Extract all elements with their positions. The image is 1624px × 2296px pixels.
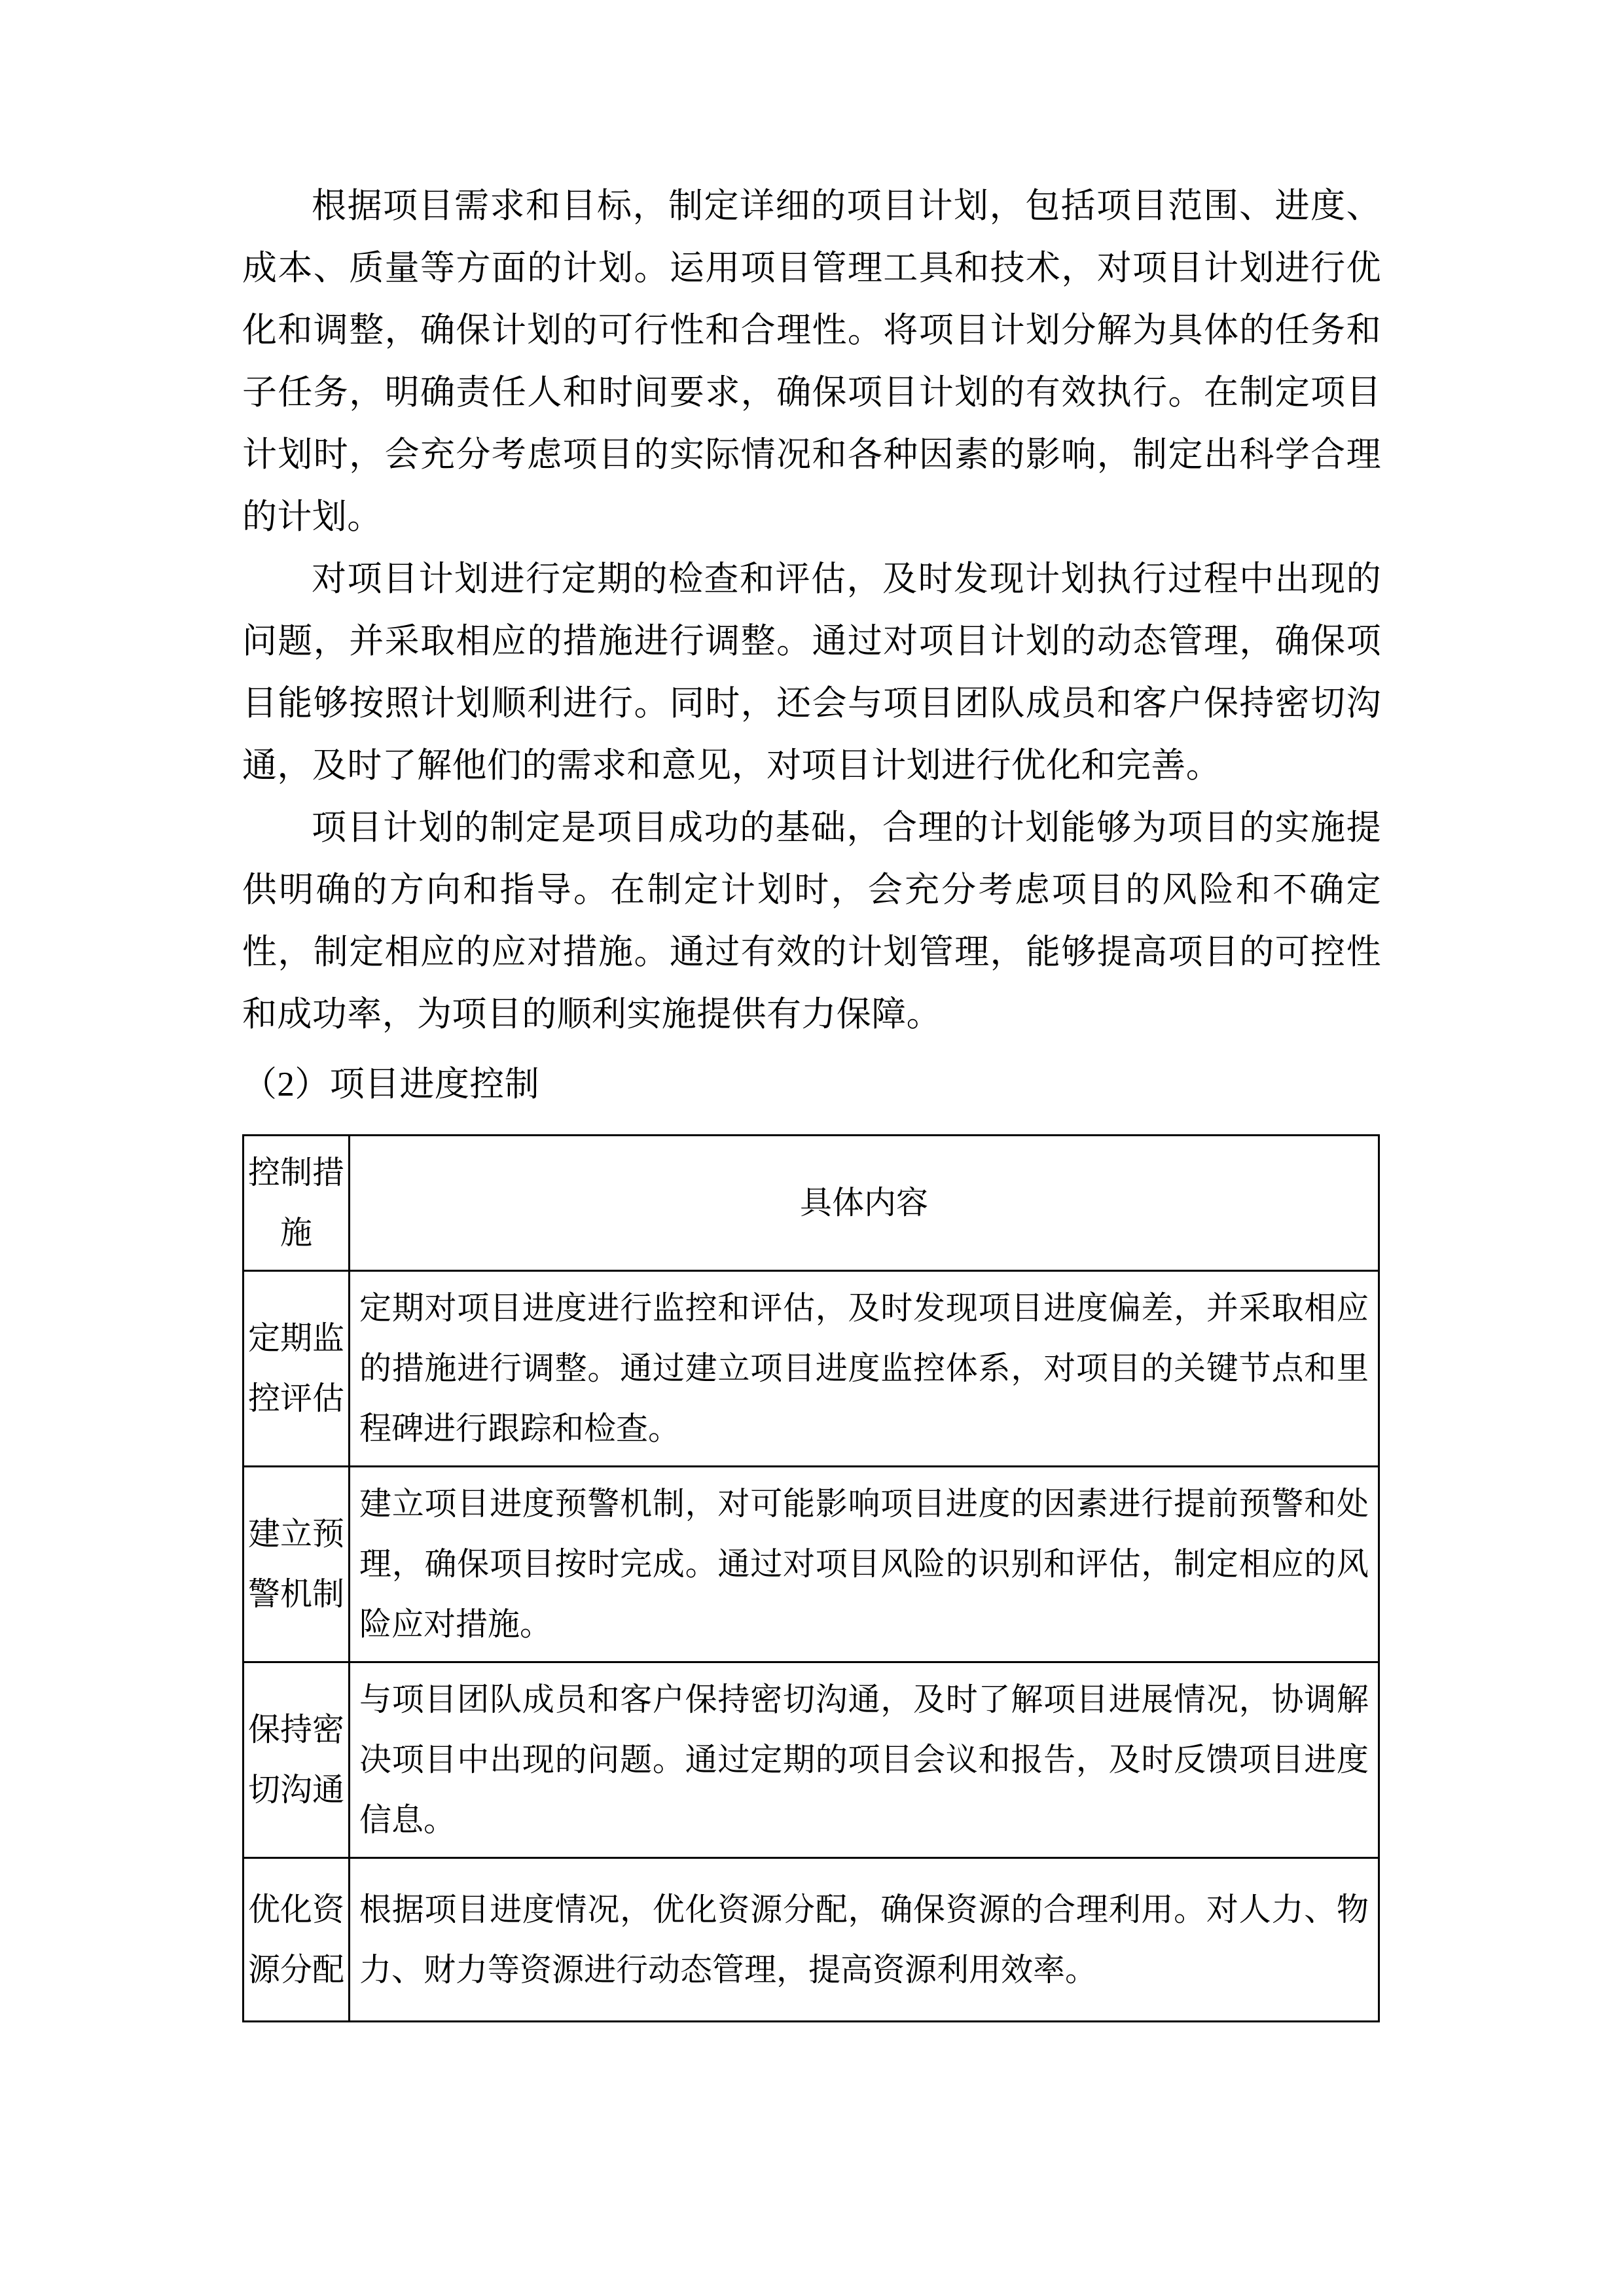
table-row	[244, 1662, 1379, 1858]
table-row	[244, 1271, 1379, 1467]
table-header-control-measure: 控制措施	[244, 1136, 350, 1271]
schedule-control-table	[242, 1134, 1380, 2022]
table-spacer	[242, 1116, 1381, 1134]
table-cell-detail-early-warning: 建立项目进度预警机制，对可能影响项目进度的因素进行提前预警和处理，确保项目按时完成。通过对项目风险的识别和评估，制定相应的风险应对措施。	[350, 1467, 1379, 1662]
table-cell-detail-regular-monitoring: 定期对项目进度进行监控和评估，及时发现项目进度偏差，并采取相应的措施进行调整。通过建立项目进度监控体系，对项目的关键节点和里程碑进行跟踪和检查。	[350, 1271, 1379, 1467]
table-cell-measure-close-communication: 保持密切沟通	[244, 1662, 350, 1858]
heading-spacer	[242, 1046, 1381, 1054]
table-cell-measure-regular-monitoring: 定期监控评估	[244, 1271, 350, 1467]
table-header-detail-content: 具体内容	[350, 1136, 1379, 1271]
table-cell-measure-early-warning: 建立预警机制	[244, 1467, 350, 1662]
table-cell-detail-close-communication: 与项目团队成员和客户保持密切沟通，及时了解项目进展情况，协调解决项目中出现的问题。通过定期的项目会议和报告，及时反馈项目进度信息。	[350, 1662, 1379, 1858]
table-cell-measure-resource-optimization: 优化资源分配	[244, 1858, 350, 2022]
table-row	[244, 1858, 1379, 2022]
paragraph-plan-importance: 项目计划的制定是项目成功的基础，合理的计划能够为项目的实施提供明确的方向和指导。在制定计划时，会充分考虑项目的风险和不确定性，制定相应的应对措施。通过有效的计划管理，能够提高项目的可控性和成功率，为项目的顺利实施提供有力保障。	[242, 809, 1381, 1033]
table-row	[244, 1467, 1379, 1662]
document-content	[242, 175, 1381, 2022]
paragraph-plan-review-adjustment: 对项目计划进行定期的检查和评估，及时发现计划执行过程中出现的问题，并采取相应的措施进行调整。通过对项目计划的动态管理，确保项目能够按照计划顺利进行。同时，还会与项目团队成员和客户保持密切沟通，及时了解他们的需求和意见，对项目计划进行优化和完善。	[242, 560, 1381, 785]
paragraph-project-plan-formulation: 根据项目需求和目标，制定详细的项目计划，包括项目范围、进度、成本、质量等方面的计划。运用项目管理工具和技术，对项目计划进行优化和调整，确保计划的可行性和合理性。将项目计划分解为具体的任务和子任务，明确责任人和时间要求，确保项目计划的有效执行。在制定项目计划时，会充分考虑项目的实际情况和各种因素的影响，制定出科学合理的计划。	[242, 187, 1381, 536]
table-cell-detail-resource-optimization: 根据项目进度情况，优化资源分配，确保资源的合理利用。对人力、物力、财力等资源进行动态管理，提高资源利用效率。	[350, 1858, 1379, 2022]
table-header-row	[244, 1136, 1379, 1271]
section-heading-schedule-control: （2）项目进度控制	[242, 1066, 540, 1103]
